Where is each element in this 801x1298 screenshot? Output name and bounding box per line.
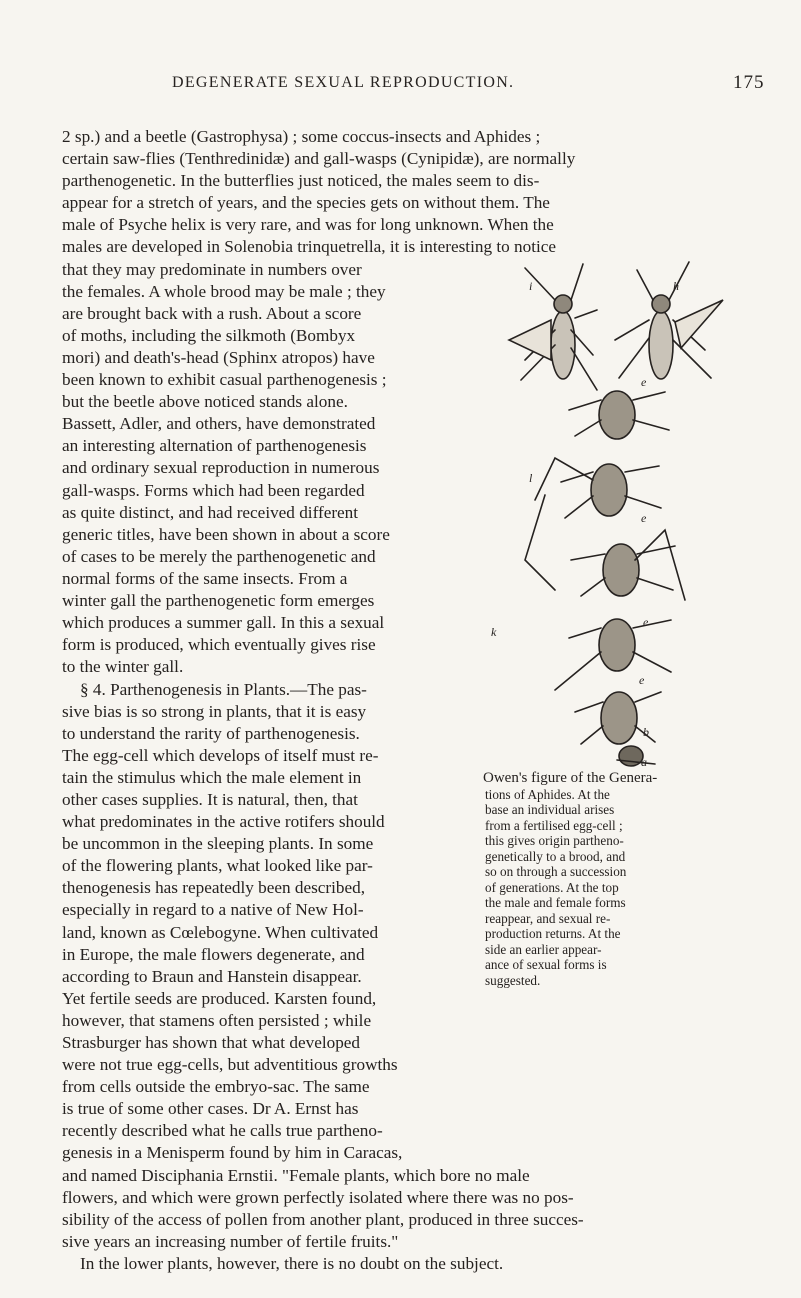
- page-number: 175: [733, 72, 765, 93]
- caption-line: from a fertilised egg-cell ;: [485, 817, 623, 833]
- text-line: flowers, and which were grown perfectly isolated where there was no pos-: [62, 1187, 574, 1207]
- caption-line: so on through a succession: [485, 864, 627, 879]
- text-line: sibility of the access of pollen from another plant, produced in three succes-: [62, 1209, 584, 1229]
- text-line: males are developed in Solenobia trinquetrella, it is interesting to notice: [62, 237, 556, 257]
- figure-label: i: [529, 279, 533, 293]
- caption-line: of generations. At the top: [485, 879, 619, 895]
- text-line: generic titles, have been shown in about a score: [62, 524, 390, 544]
- paragraph-moths-gall-wasps: [62, 259, 462, 679]
- text-line: tain the stimulus which the male element in: [62, 767, 362, 787]
- text-line: from cells outside the embryo-sac. The same: [62, 1077, 370, 1097]
- caption-line: side an earlier appear-: [485, 941, 602, 957]
- text-line: to the winter gall.: [62, 657, 184, 677]
- text-line: 2 sp.) and a beetle (Gastrophysa) ; some coccus-insects and Aphides ;: [62, 127, 541, 146]
- text-line: certain saw-flies (Tenthredinidæ) and gall-wasps (Cynipidæ), are normally: [62, 149, 576, 169]
- figure-caption: [479, 771, 761, 988]
- aphid-figure-male: [509, 264, 597, 390]
- text-line: that they may predominate in numbers over: [62, 259, 362, 279]
- text-line: however, that stamens often persisted ; while: [62, 1010, 372, 1030]
- text-line: of the flowering plants, what looked like par-: [62, 856, 373, 876]
- text-line: genesis in a Menisperm found by him in Caracas,: [62, 1143, 403, 1163]
- caption-line: Owen's figure of the Genera-: [483, 770, 658, 786]
- paragraph-disciphania-quote: [62, 1165, 746, 1253]
- figure-label: k: [491, 625, 497, 639]
- paragraph-lower-plants: [62, 1253, 746, 1275]
- text-line: be uncommon in the sleeping plants. In some: [62, 834, 374, 854]
- figure-label: a: [641, 755, 647, 769]
- text-line: which produces a summer gall. In this a sexual: [62, 613, 385, 633]
- text-line: especially in regard to a native of New Hol-: [62, 900, 364, 920]
- text-line: sive years an increasing number of fertile fruits.": [62, 1231, 399, 1251]
- text-line: and ordinary sexual reproduction in numerous: [62, 458, 380, 478]
- paragraph-parthenogenesis-in-plants: [62, 679, 462, 1165]
- text-line: been known to exhibit casual parthenogenesis ;: [62, 370, 387, 390]
- text-line: parthenogenetic. In the butterflies just noticed, the males seem to dis-: [62, 171, 540, 191]
- text-line: form is produced, which eventually gives rise: [62, 635, 376, 655]
- text-line: other cases supplies. It is natural, then, that: [62, 789, 358, 809]
- text-line: are brought back with a rush. About a score: [62, 303, 362, 323]
- running-title: DEGENERATE SEXUAL REPRODUCTION.: [172, 74, 515, 91]
- caption-line: suggested.: [485, 972, 541, 988]
- caption-line: ance of sexual forms is: [485, 957, 607, 972]
- caption-line: tions of Aphides. At the: [485, 786, 610, 802]
- text-line: as quite distinct, and had received different: [62, 502, 359, 522]
- text-line: an interesting alternation of parthenogenesis: [62, 436, 367, 456]
- text-line: to understand the rarity of parthenogenesis.: [62, 723, 360, 743]
- text-line: the females. A whole brood may be male ; they: [62, 281, 386, 301]
- aphid-figure-generation: [571, 530, 685, 600]
- text-line: but the beetle above noticed stands alone.: [62, 392, 348, 412]
- caption-line: the male and female forms: [485, 895, 626, 910]
- page-header: [0, 74, 801, 104]
- text-line: In the lower plants, however, there is no doubt on the subject.: [80, 1254, 504, 1273]
- figure-label: e: [641, 511, 647, 525]
- text-line: were not true egg-cells, but adventitious growths: [62, 1055, 398, 1075]
- aphid-figure-founder: [617, 746, 655, 766]
- text-line: according to Braun and Hanstein disappear.: [62, 966, 362, 986]
- text-line: of cases to be merely the parthenogenetic and: [62, 546, 376, 566]
- figure-label: e: [641, 375, 647, 389]
- text-line: Strasburger has shown that what developed: [62, 1033, 361, 1052]
- text-line: Yet fertile seeds are produced. Karsten found,: [62, 988, 377, 1008]
- figure-label: e: [639, 673, 645, 687]
- text-line: what predominates in the active rotifers should: [62, 812, 385, 832]
- text-line: The egg-cell which develops of itself must re-: [62, 745, 379, 765]
- text-line: of moths, including the silkmoth (Bombyx: [62, 325, 356, 345]
- text-line: normal forms of the same insects. From a: [62, 568, 348, 588]
- text-line: Bassett, Adler, and others, have demonstrated: [62, 414, 376, 434]
- text-line: recently described what he calls true partheno-: [62, 1121, 383, 1141]
- figure-label: l: [529, 471, 533, 485]
- aphid-figure-generation: [569, 391, 669, 439]
- caption-line: reappear, and sexual re-: [485, 910, 611, 926]
- caption-line: base an individual arises: [485, 802, 615, 817]
- aphid-figure-female: [615, 262, 723, 379]
- aphid-figure-generation: [555, 619, 671, 690]
- text-line: is true of some other cases. Dr A. Ernst has: [62, 1099, 359, 1119]
- caption-line: production returns. At the: [485, 926, 621, 941]
- text-line: thenogenesis has repeatedly been described,: [62, 878, 366, 898]
- text-line: appear for a stretch of years, and the species gets on without them. The: [62, 193, 550, 213]
- text-line: and named Disciphania Ernstii. "Female plants, which bore no male: [62, 1165, 530, 1185]
- text-line: land, known as Cœlebogyne. When cultivated: [62, 922, 379, 942]
- text-line: in Europe, the male flowers degenerate, and: [62, 944, 365, 964]
- aphid-generations-illustration: [485, 260, 755, 770]
- paragraph-parthenogenetic-insects: [62, 126, 746, 259]
- figure-label: e: [643, 615, 649, 629]
- caption-line: genetically to a brood, and: [485, 848, 626, 864]
- text-line: male of Psyche helix is very rare, and was for long unknown. When the: [62, 215, 554, 235]
- caption-line: this gives origin partheno-: [485, 833, 624, 848]
- text-line: sive bias is so strong in plants, that it is easy: [62, 701, 367, 721]
- figure-label: h: [673, 279, 679, 293]
- text-line: mori) and death's-head (Sphinx atropos) have: [62, 347, 375, 367]
- text-line: gall-wasps. Forms which had been regarded: [62, 480, 365, 500]
- text-line: winter gall the parthenogenetic form emerges: [62, 591, 375, 610]
- figure-label: b: [643, 725, 649, 739]
- section-heading-line: § 4. Parthenogenesis in Plants.—The pas-: [80, 679, 367, 699]
